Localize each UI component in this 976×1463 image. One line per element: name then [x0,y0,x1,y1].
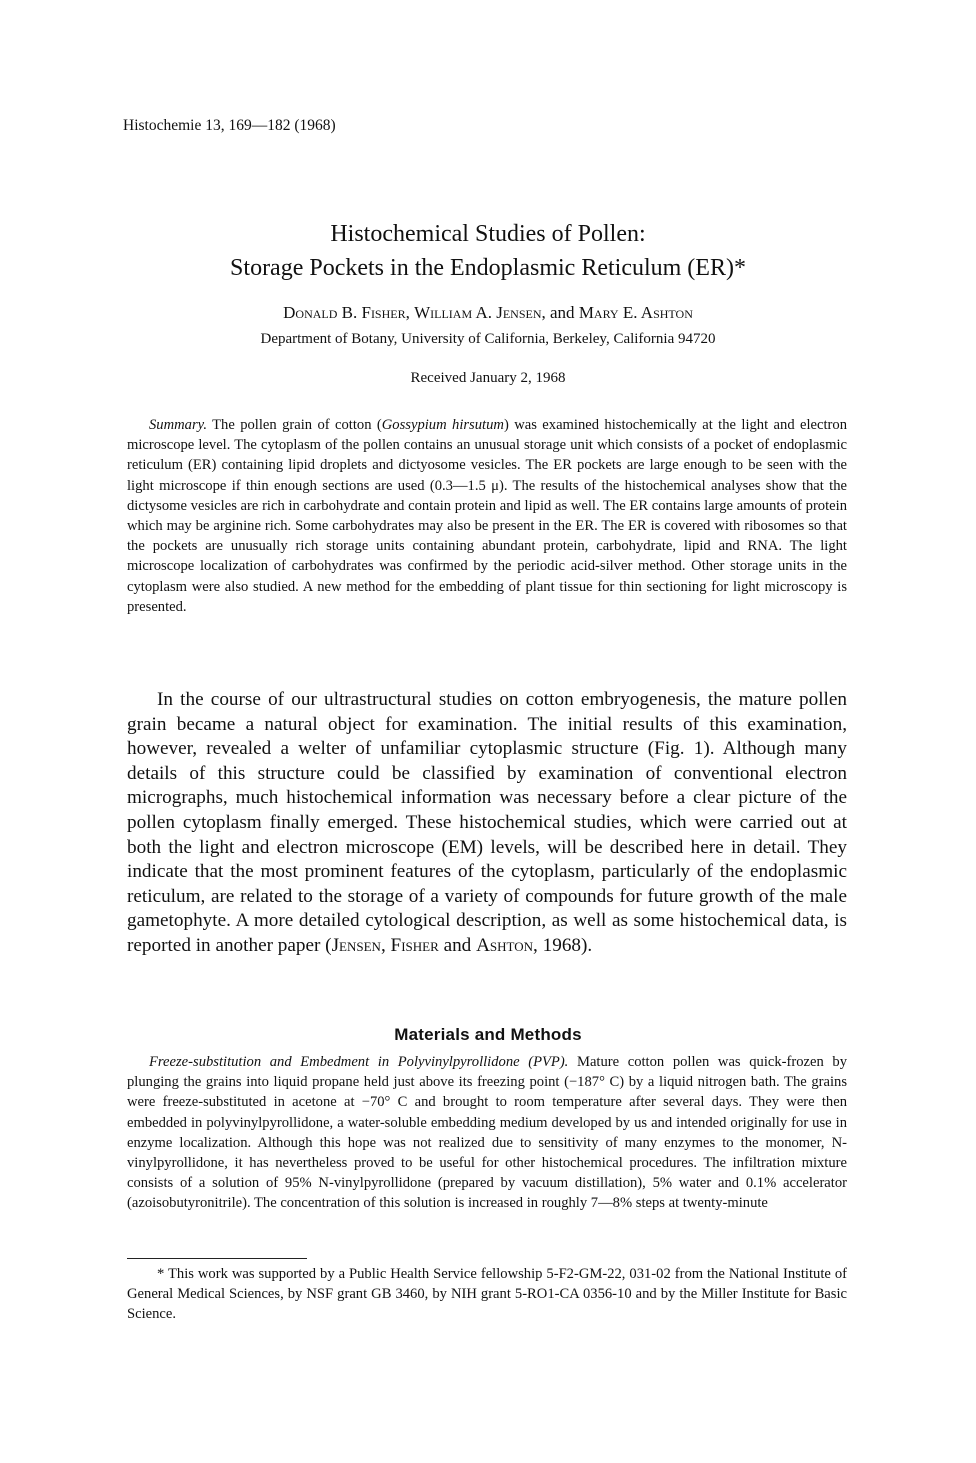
author-list [0,303,976,323]
author-separator: , and [541,303,579,322]
journal-citation: Histochemie 13, 169—182 (1968) [123,117,336,134]
paper-title-line-1: Histochemical Studies of Pollen: [330,221,646,247]
methods-text: Mature cotton pollen was quick-frozen by plunging the grains into liquid propane held just above its freezing point (−187° C) by a liquid nitrogen bath. The grains were freeze-substituted in acetone at −70° C and brought to room temperature after several days. They were then embedded in polyvinylpyrollidone, a water-soluble embedding medium developed by us and intended originally for use in enzyme localization. Although this hope was not realized due to sensitivity of many enzymes to the monomer, N-vinylpyrollidone, it has nevertheless proved to be useful for other histochemical procedures. The infiltration mixture consists of a solution of 95% N-vinylpyrollidone (prepared by vacuum distillation), 5% water and 0.1% accelerator (azoisobutyronitrile). The concentration of this solution is increased in roughly 7—8% steps at twenty-minute [127,1054,848,1212]
species-name: Gossypium hirsutum [381,417,504,433]
summary-text: ) was examined histochemically at the light and electron microscope level. The cytoplasm of the pollen contains an unusual storage unit which consists of a pocket of endoplasmic reticulum (ER) containing lipid droplets and dictyosome vesicles. The ER pockets are large enough to be seen with the light microscope if thin enough sections are used (0.3—1.5 μ). The results of the histochemical analyses show that the dictysome vesicles are rich in carbohydrate and contain protein and lipid as well. The ER contains large amounts of protein which may be arginine rich. Some carbohydrates may also be present in the ER. The ER is covered with ribosomes so that the pockets are unusually rich storage units containing abundant protein, carbohydrate, lipid and RNA. The light microscope localization of carbohydrates was confirmed by the periodic acid-silver method. Other storage units in the cytoplasm were also studied. A new method for the embedding of plant tissue for thin sectioning for light microscopy is presented. [127,417,848,615]
intro-text: , 1968). [533,934,593,956]
citation-author: Ashton [476,934,534,956]
citation-separator: , [380,934,391,956]
intro-paragraph [127,688,847,959]
received-date: Received January 2, 1968 [410,370,566,386]
footnote: * This work was supported by a Public Health Service fellowship 5-F2-GM-22, 031-02 from the National Institute of General Medical Sciences, by NSF grant GB 3460, by NIH grant 5-RO1-CA 0356-10 and by the Miller Institute for Basic Science. [127,1266,847,1322]
methods-paragraph [127,1052,847,1214]
summary-label: Summary. [149,417,207,433]
section-heading: Materials and Methods [394,1025,582,1044]
paper-title-line-2: Storage Pockets in the Endoplasmic Reticulum (ER)* [230,255,746,281]
affiliation: Department of Botany, University of California, Berkeley, California 94720 [260,331,716,347]
author-name: Mary E. Ashton [578,303,693,322]
footnote-divider [127,1258,307,1259]
intro-text: In the course of our ultrastructural studies on cotton embryogenesis, the mature pollen grain became a natural object for examination. The initial results of this examination, however, revealed a welter of unfamiliar cytoplasmic structure (Fig. 1). Although many details of this structure could be classified by examination of conventional electron micrographs, much histochemical information was necessary before a clear picture of the pollen cytoplasm finally emerged. These histochemical studies, which were carried out at both the light and electron microscope (EM) levels, will be described here in detail. They indicate that the most prominent features of the cytoplasm, particularly of the endoplasmic reticulum, are related to the storage of a variety of compounds for future growth of the male gametophyte. A more detailed cytological description, as well as some histochemical data, is reported in another paper ( [127,689,847,956]
author-name: Donald B. Fisher [283,303,406,322]
methods-subheading: Freeze-substitution and Embedment in Polyvinylpyrollidone (PVP). [149,1054,569,1070]
author-separator: , [405,303,415,322]
author-name: William A. Jensen [414,303,542,322]
summary-text: The pollen grain of cotton ( [206,417,382,433]
citation-author: Jensen [331,934,381,956]
citation-separator: and [438,934,477,956]
citation-author: Fisher [390,934,439,956]
summary-paragraph [127,415,847,617]
